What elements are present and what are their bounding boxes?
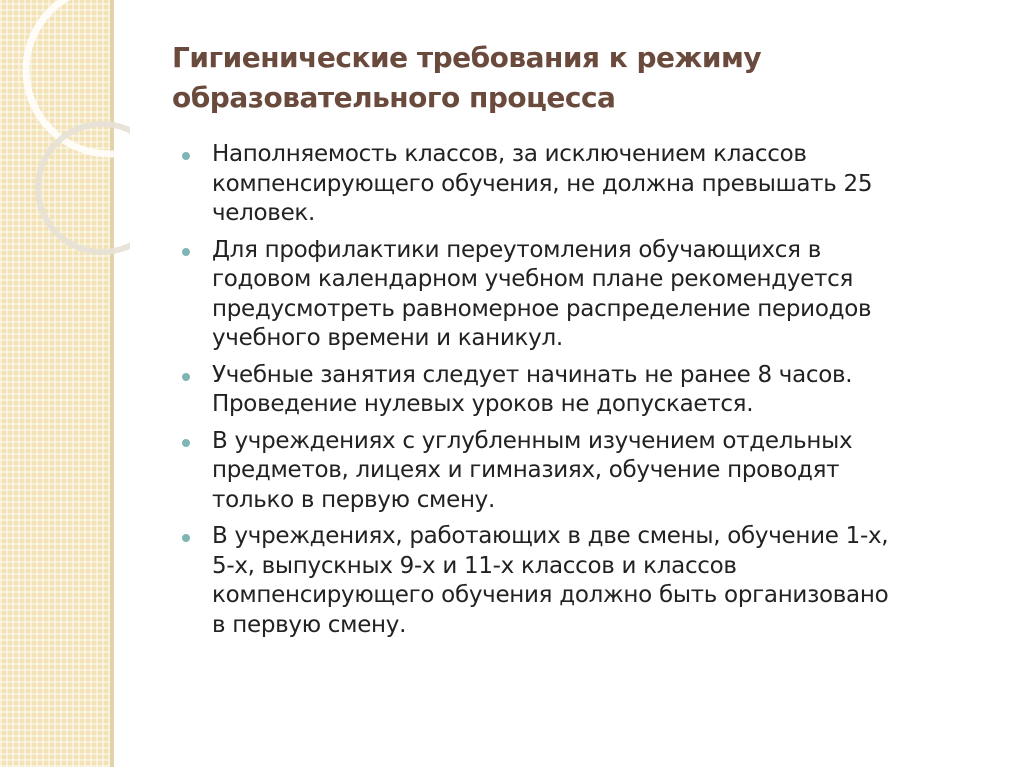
bullet-item <box>180 522 1000 640</box>
slide-title <box>172 38 972 118</box>
slide-title-line-1: Гигиенические требования к режиму <box>172 41 762 74</box>
bullet-text-line: предметов, лицеях и гимназиях, обучение проводят <box>212 457 840 483</box>
bullet-text-line: Проведение нулевых уроков не допускается. <box>212 391 754 417</box>
decorative-circle-bottom <box>38 124 130 252</box>
bullet-text-line: годовом календарном учебном плане рекомендуется <box>212 266 853 292</box>
bullet-text-line: предусмотреть равномерное распределение периодов <box>212 295 872 322</box>
bullet-text-line: В учреждениях с углубленным изучением отдельных <box>212 427 853 454</box>
bullet-text-line: только в первую смену. <box>212 486 496 513</box>
bullet-dot-icon <box>182 439 190 447</box>
bullet-dot-icon <box>182 534 190 542</box>
bullet-text-line: учебного времени и каникул. <box>212 325 563 351</box>
bullet-item <box>180 140 1000 229</box>
bullet-text-line: в первую смену. <box>212 611 407 638</box>
bullet-text-line: компенсирующего обучения должно быть организовано <box>212 582 889 608</box>
bullet-item <box>180 427 1000 516</box>
bullet-item <box>180 361 1000 420</box>
bullet-text-line: 5-х, выпускных 9-х и 11-х классов и классов <box>212 552 737 579</box>
bullet-list <box>180 140 1000 647</box>
bullet-dot-icon <box>182 373 190 381</box>
bullet-dot-icon <box>182 248 190 256</box>
bullet-text-line: человек. <box>212 200 316 226</box>
bullet-text-line: Учебные занятия следует начинать не ранее 8 часов. <box>212 361 853 388</box>
bullet-text-line: компенсирующего обучения, не должна превышать 25 <box>212 170 873 197</box>
bullet-text-line: Для профилактики переутомления обучающихся в <box>212 236 821 263</box>
bullet-dot-icon <box>182 152 190 160</box>
decorative-circles-icon <box>0 0 130 320</box>
slide-title-line-2: образовательного процесса <box>172 81 616 114</box>
bullet-item <box>180 236 1000 354</box>
bullet-text-line: Наполняемость классов, за исключением классов <box>212 141 807 167</box>
bullet-text-line: В учреждениях, работающих в две смены, обучение 1-х, <box>212 523 889 549</box>
